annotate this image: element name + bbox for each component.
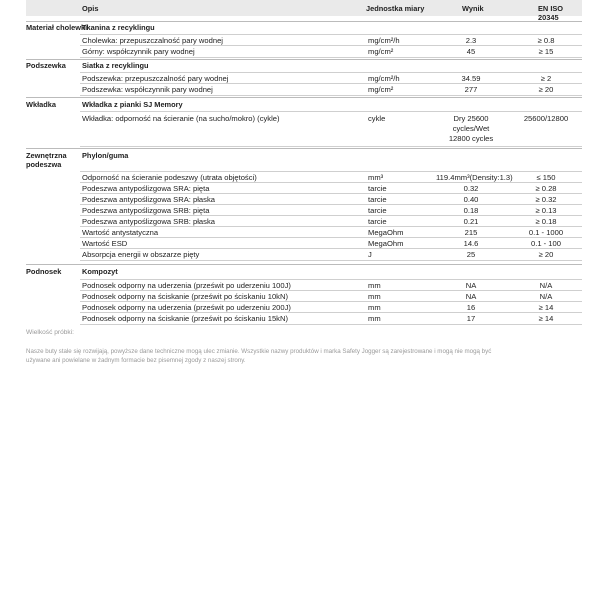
row-value: Dry 25600 [453,114,489,123]
table-row [80,83,582,96]
section-title: podeszwa [26,160,62,169]
table-row [80,248,582,261]
disclaimer-line: Nasze buty stale się rozwijają, powyższe dane techniczne mogą ulec zmianie. Wszystkie nazwy produktów i marka Safety Jogger są zarejestrowane i mogą nie mogą być [26,348,492,355]
row-unit: MegaOhm [368,228,404,237]
header-unit: Jednostka miary [366,4,425,13]
sample-size-label: Wielkość próbki: [26,329,75,336]
row-desc: Podeszwa antypoślizgowa SRA: płaska [82,195,215,204]
table-row [80,312,582,325]
disclaimer-line: używane ani powielane w żadnym formacie bez pisemnej zgody z naszej strony. [26,357,246,364]
section-subtitle: Tkanina z recyklingu [82,23,155,32]
row-desc: Górny: współczynnik pary wodnej [82,47,195,56]
row-unit: mm³ [368,173,384,182]
row-unit: mm [368,303,381,312]
section-divider [26,59,582,60]
section-subtitle: Siatka z recyklingu [82,61,149,70]
row-value: NA [465,281,477,290]
row-std: N/A [539,292,553,301]
row-desc: Cholewka: przepuszczalność pary wodnej [82,36,223,45]
row-unit: tarcie [368,206,387,215]
table-row [80,45,582,58]
row-value: 14.6 [463,239,479,248]
row-std: ≥ 20 [538,85,554,94]
row-desc: Wartość antystatyczna [82,228,159,237]
row-desc: Podszewka: współczynnik pary wodnej [82,85,213,94]
row-unit: mg/cm² [368,47,394,56]
section-subtitle: Kompozyt [82,267,118,276]
row-unit: mg/cm² [368,85,394,94]
row-value: 2.3 [465,36,477,45]
row-unit: tarcie [368,184,387,193]
row-std: ≥ 20 [538,250,554,259]
section-title: Podnosek [26,267,62,276]
row-unit: tarcie [368,217,387,226]
row-unit: mm [368,292,381,301]
section-title: Zewnętrzna [26,151,67,160]
row-value: 25 [466,250,476,259]
header-opis: Opis [82,4,99,13]
row-desc: Podnosek odporny na ściskanie (prześwit po ściskaniu 10kN) [82,292,288,301]
row-value: 119.4mm³(Density:1.3) [436,173,513,182]
row-desc: Podszewka: przepuszczalność pary wodnej [82,74,229,83]
table-row [80,111,582,147]
row-unit: mm [368,314,381,323]
row-value: 12800 cycles [448,134,494,143]
table-header [26,0,582,22]
row-value: 16 [466,303,476,312]
row-std: ≥ 0.8 [537,36,555,45]
row-desc: Wkładka: odporność na ścieranie (na sucho/mokro) (cykle) [82,114,280,123]
section-divider [26,21,582,22]
section-title: Podszewka [26,61,66,70]
header-result: Wynik [462,4,484,13]
row-std: 0.1 - 100 [531,239,561,248]
row-std: ≥ 15 [538,47,554,56]
section-subtitle: Wkładka z pianki SJ Memory [82,100,183,109]
row-desc: Podeszwa antypoślizgowa SRB: płaska [82,217,215,226]
section-divider [26,97,582,98]
section-title: Wkładka [26,100,56,109]
row-value: 215 [464,228,478,237]
row-desc: Odporność na ścieranie podeszwy (utrata objętości) [82,173,257,182]
section-title: Materiał cholewki [26,23,88,32]
row-desc: Podeszwa antypoślizgowa SRA: pięta [82,184,210,193]
row-std: ≥ 14 [538,314,554,323]
row-unit: J [368,250,372,259]
row-std: 25600/12800 [523,114,569,123]
row-desc: Absorpcja energii w obszarze pięty [82,250,200,259]
row-unit: mg/cm²/h [368,74,400,83]
row-std: ≥ 14 [538,303,554,312]
row-std: N/A [539,281,553,290]
row-std: ≥ 0.28 [535,184,557,193]
row-desc: Podnosek odporny na uderzenia (prześwit po uderzeniu 200J) [82,303,291,312]
header-standard: EN ISO 20345 [538,4,564,22]
row-unit: mg/cm²/h [368,36,400,45]
row-std: 0.1 - 1000 [528,228,564,237]
row-std: ≥ 0.13 [535,206,557,215]
row-desc: Podeszwa antypoślizgowa SRB: pięta [82,206,210,215]
row-unit: cykle [368,114,386,123]
row-std: ≤ 150 [536,173,556,182]
row-value: 45 [466,47,476,56]
row-value: cycles/Wet [452,124,490,133]
row-value: 0.18 [463,206,479,215]
row-value: 0.32 [463,184,479,193]
row-std: ≥ 2 [540,74,552,83]
row-value: 0.21 [463,217,479,226]
row-unit: tarcie [368,195,387,204]
section-divider [26,264,582,265]
row-std: ≥ 0.18 [535,217,557,226]
row-value: NA [465,292,477,301]
row-value: 277 [464,85,478,94]
section-divider [26,148,582,149]
row-value: 34.59 [461,74,481,83]
row-desc: Podnosek odporny na uderzenia (prześwit po uderzeniu 100J) [82,281,291,290]
row-desc: Wartość ESD [82,239,128,248]
row-desc: Podnosek odporny na ściskanie (prześwit po ściskaniu 15kN) [82,314,288,323]
row-unit: MegaOhm [368,239,404,248]
row-value: 17 [466,314,476,323]
row-value: 0.40 [463,195,479,204]
section-subtitle: Phylon/guma [82,151,129,160]
row-unit: mm [368,281,381,290]
row-std: ≥ 0.32 [535,195,557,204]
